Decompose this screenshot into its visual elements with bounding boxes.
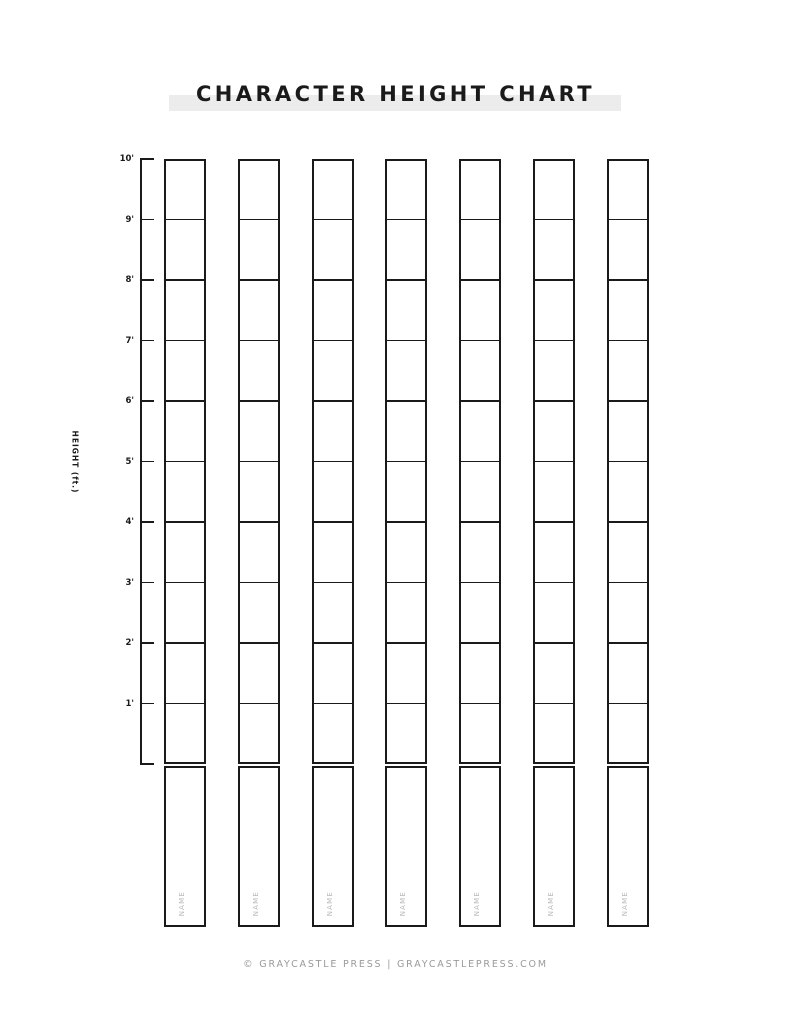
height-gridline (609, 400, 647, 402)
height-gridline (240, 219, 278, 221)
height-gridline (166, 582, 204, 584)
page-title: CHARACTER HEIGHT CHART (196, 82, 595, 106)
height-column (533, 159, 575, 764)
height-gridline (314, 219, 352, 221)
name-box[interactable] (385, 766, 427, 927)
height-gridline (461, 521, 499, 523)
height-gridline (166, 642, 204, 644)
height-gridline (166, 279, 204, 281)
height-gridline (535, 400, 573, 402)
name-placeholder: NAME (178, 891, 186, 917)
name-box[interactable] (238, 766, 280, 927)
height-gridline (535, 521, 573, 523)
height-gridline (461, 703, 499, 705)
axis-tick-label: 10' (119, 154, 134, 164)
height-gridline (535, 642, 573, 644)
name-placeholder: NAME (473, 891, 481, 917)
height-gridline (609, 340, 647, 342)
height-gridline (609, 642, 647, 644)
height-gridline (609, 219, 647, 221)
axis-title: HEIGHT (ft.) (70, 430, 80, 494)
height-column (385, 159, 427, 764)
height-gridline (461, 582, 499, 584)
height-column (312, 159, 354, 764)
name-placeholder: NAME (252, 891, 260, 917)
height-gridline (240, 279, 278, 281)
axis-tick (140, 703, 154, 705)
height-gridline (387, 582, 425, 584)
height-gridline (166, 703, 204, 705)
axis-tick-label: 2' (125, 638, 134, 648)
axis-tick (140, 279, 154, 281)
name-placeholder: NAME (547, 891, 555, 917)
height-gridline (314, 703, 352, 705)
height-gridline (240, 642, 278, 644)
height-gridline (314, 340, 352, 342)
axis-tick (140, 582, 154, 584)
height-gridline (387, 340, 425, 342)
axis-tick (140, 158, 154, 160)
axis-tick-label: 8' (125, 275, 134, 285)
height-gridline (314, 461, 352, 463)
name-placeholder: NAME (399, 891, 407, 917)
height-gridline (314, 642, 352, 644)
height-gridline (240, 582, 278, 584)
height-gridline (314, 582, 352, 584)
height-gridline (461, 340, 499, 342)
height-gridline (166, 521, 204, 523)
height-gridline (609, 582, 647, 584)
height-gridline (240, 461, 278, 463)
axis-tick (140, 219, 154, 221)
height-column (459, 159, 501, 764)
axis-tick (140, 400, 154, 402)
height-gridline (166, 219, 204, 221)
axis-tick (140, 461, 154, 463)
axis-tick-label: 9' (125, 214, 134, 225)
height-column (238, 159, 280, 764)
axis-tick (140, 763, 154, 765)
height-column (164, 159, 206, 764)
axis-tick-label: 4' (125, 517, 134, 527)
height-gridline (461, 642, 499, 644)
name-placeholder: NAME (326, 891, 334, 917)
height-gridline (387, 461, 425, 463)
name-box[interactable] (607, 766, 649, 927)
height-gridline (166, 461, 204, 463)
height-gridline (535, 219, 573, 221)
height-gridline (535, 461, 573, 463)
axis-tick (140, 642, 154, 644)
axis-tick-label: 7' (125, 335, 134, 346)
axis-tick (140, 521, 154, 523)
footer-credit: © GRAYCASTLE PRESS | GRAYCASTLEPRESS.COM (243, 959, 548, 970)
name-box[interactable] (312, 766, 354, 927)
height-gridline (240, 703, 278, 705)
axis-tick-label: 6' (125, 396, 134, 406)
height-gridline (461, 461, 499, 463)
name-box[interactable] (164, 766, 206, 927)
height-gridline (387, 521, 425, 523)
height-gridline (314, 521, 352, 523)
height-gridline (387, 642, 425, 644)
height-gridline (166, 340, 204, 342)
height-gridline (240, 400, 278, 402)
height-gridline (609, 461, 647, 463)
axis-tick-label: 1' (125, 698, 134, 709)
height-gridline (535, 279, 573, 281)
height-gridline (609, 279, 647, 281)
height-column (607, 159, 649, 764)
height-gridline (609, 703, 647, 705)
height-gridline (535, 340, 573, 342)
name-box[interactable] (459, 766, 501, 927)
height-gridline (461, 279, 499, 281)
height-gridline (387, 400, 425, 402)
height-gridline (387, 219, 425, 221)
height-gridline (535, 582, 573, 584)
height-gridline (240, 521, 278, 523)
name-box[interactable] (533, 766, 575, 927)
axis-tick-label: 5' (125, 456, 134, 467)
height-gridline (166, 400, 204, 402)
height-gridline (387, 279, 425, 281)
height-gridline (461, 219, 499, 221)
height-gridline (609, 521, 647, 523)
height-gridline (314, 400, 352, 402)
height-gridline (314, 279, 352, 281)
height-gridline (240, 340, 278, 342)
axis-tick (140, 340, 154, 342)
height-gridline (461, 400, 499, 402)
axis-tick-label: 3' (125, 577, 134, 588)
height-gridline (387, 703, 425, 705)
name-placeholder: NAME (621, 891, 629, 917)
height-gridline (535, 703, 573, 705)
